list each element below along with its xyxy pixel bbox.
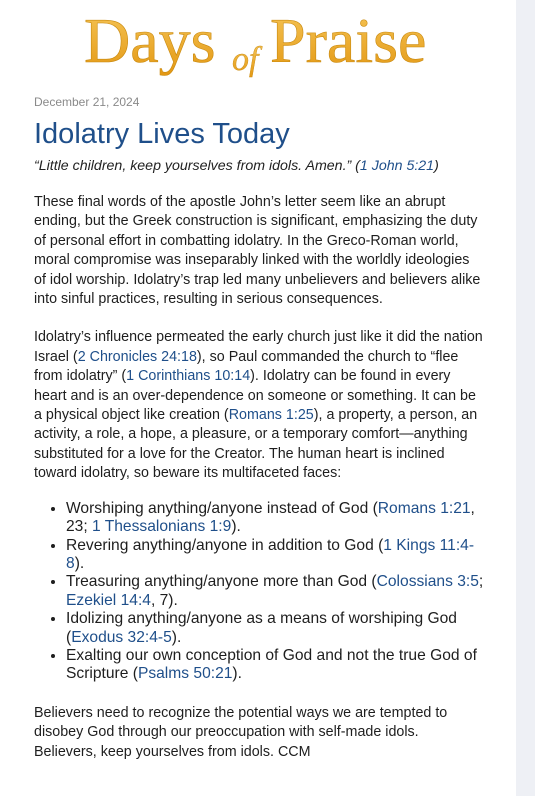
scripture-link[interactable]: Psalms 50:21 — [137, 665, 233, 683]
list-item-text: Revering anything/anyone in addition to God ( — [66, 536, 384, 554]
list-item-text: , 7). — [150, 591, 178, 609]
list-item-text: Idolizing anything/anyone as a means of worshiping God ( — [66, 610, 457, 646]
key-verse-text: “Little children, keep yourselves from idols. Amen.” ( — [34, 158, 360, 174]
scripture-link[interactable]: Exodus 32:4-5 — [71, 628, 172, 646]
list-item-text: ; — [478, 573, 484, 591]
days-of-praise-logo — [84, 0, 436, 82]
list-item — [66, 537, 484, 574]
scripture-link[interactable]: 1 Thessalonians 1:9 — [92, 518, 232, 536]
scripture-link[interactable]: 1 John 5:21 — [359, 158, 435, 174]
list-item-text: ). — [231, 518, 241, 536]
paragraph-1: These final words of the apostle John’s letter seem like an abrupt ending, but the Greek construction is significant, emphasizing the duty of personal effort in combatting idolatry. In the Greco-Roman world, moral compromise was inseparably linked with the worldly ideologies of idol worship. Idolatry’s trap led many unbelievers and believers alike into sinful practices, resulting in serious consequences. — [34, 194, 481, 308]
list-item-text: Worshiping anything/anyone instead of God ( — [66, 499, 378, 517]
list-item — [66, 500, 484, 537]
paragraph-text: ), a property, a person, an activity, a role, a hope, a pleasure, or a temporary comfort—anything substituted for a love for the Creator. The human heart is inclined toward idolatry, so beware its multifaceted faces: — [34, 407, 478, 482]
key-verse-close: ) — [434, 158, 439, 174]
logo-text-of: of — [232, 41, 259, 78]
list-item-text: ). — [74, 554, 85, 572]
scripture-link[interactable]: 2 Chronicles 24:18 — [77, 348, 197, 365]
logo-text-praise: Praise — [270, 5, 427, 76]
list-item — [66, 647, 484, 684]
paragraph-text: ), so Paul commanded the church to “flee from idolatry” ( — [34, 348, 459, 385]
logo-text-days: Days — [84, 5, 216, 76]
article — [34, 94, 484, 762]
scripture-link[interactable]: 1 Kings 11:4-8 — [66, 536, 475, 572]
article-title: Idolatry Lives Today — [34, 118, 290, 150]
list-item — [66, 573, 484, 610]
paragraph-2 — [34, 328, 484, 483]
page-side-rail — [516, 0, 535, 796]
list-item — [66, 610, 484, 647]
paragraph-3: Believers need to recognize the potential ways we are tempted to disobey God through our preoccupation with self-made idols. Believers, keep yourselves from idols. CCM — [34, 704, 448, 760]
scripture-link[interactable]: Ezekiel 14:4 — [66, 591, 151, 609]
list-item-text: ). — [171, 628, 182, 646]
list-item-text: ). — [232, 665, 242, 683]
idolatry-faces-list — [34, 500, 484, 684]
paragraph-text: Idolatry’s influence permeated the early church just like it did the nation Israel ( — [34, 329, 483, 365]
article-date: December 21, 2024 — [34, 95, 140, 109]
scripture-link[interactable]: 1 Corinthians 10:14 — [126, 368, 251, 385]
list-item-text: Treasuring anything/anyone more than God ( — [66, 573, 377, 591]
paragraph-text: ). Idolatry can be found in every heart and is an over-dependence on someone or something. It can be a physical object like creation ( — [34, 368, 476, 424]
scripture-link[interactable]: Romans 1:21 — [377, 499, 471, 517]
list-item-text: , 23; — [66, 499, 475, 536]
key-verse — [34, 156, 484, 176]
scripture-link[interactable]: Colossians 3:5 — [376, 573, 479, 591]
scripture-link[interactable]: Romans 1:25 — [228, 407, 314, 424]
list-item-text: Exalting our own conception of God and not the true God of Scripture ( — [66, 646, 477, 683]
